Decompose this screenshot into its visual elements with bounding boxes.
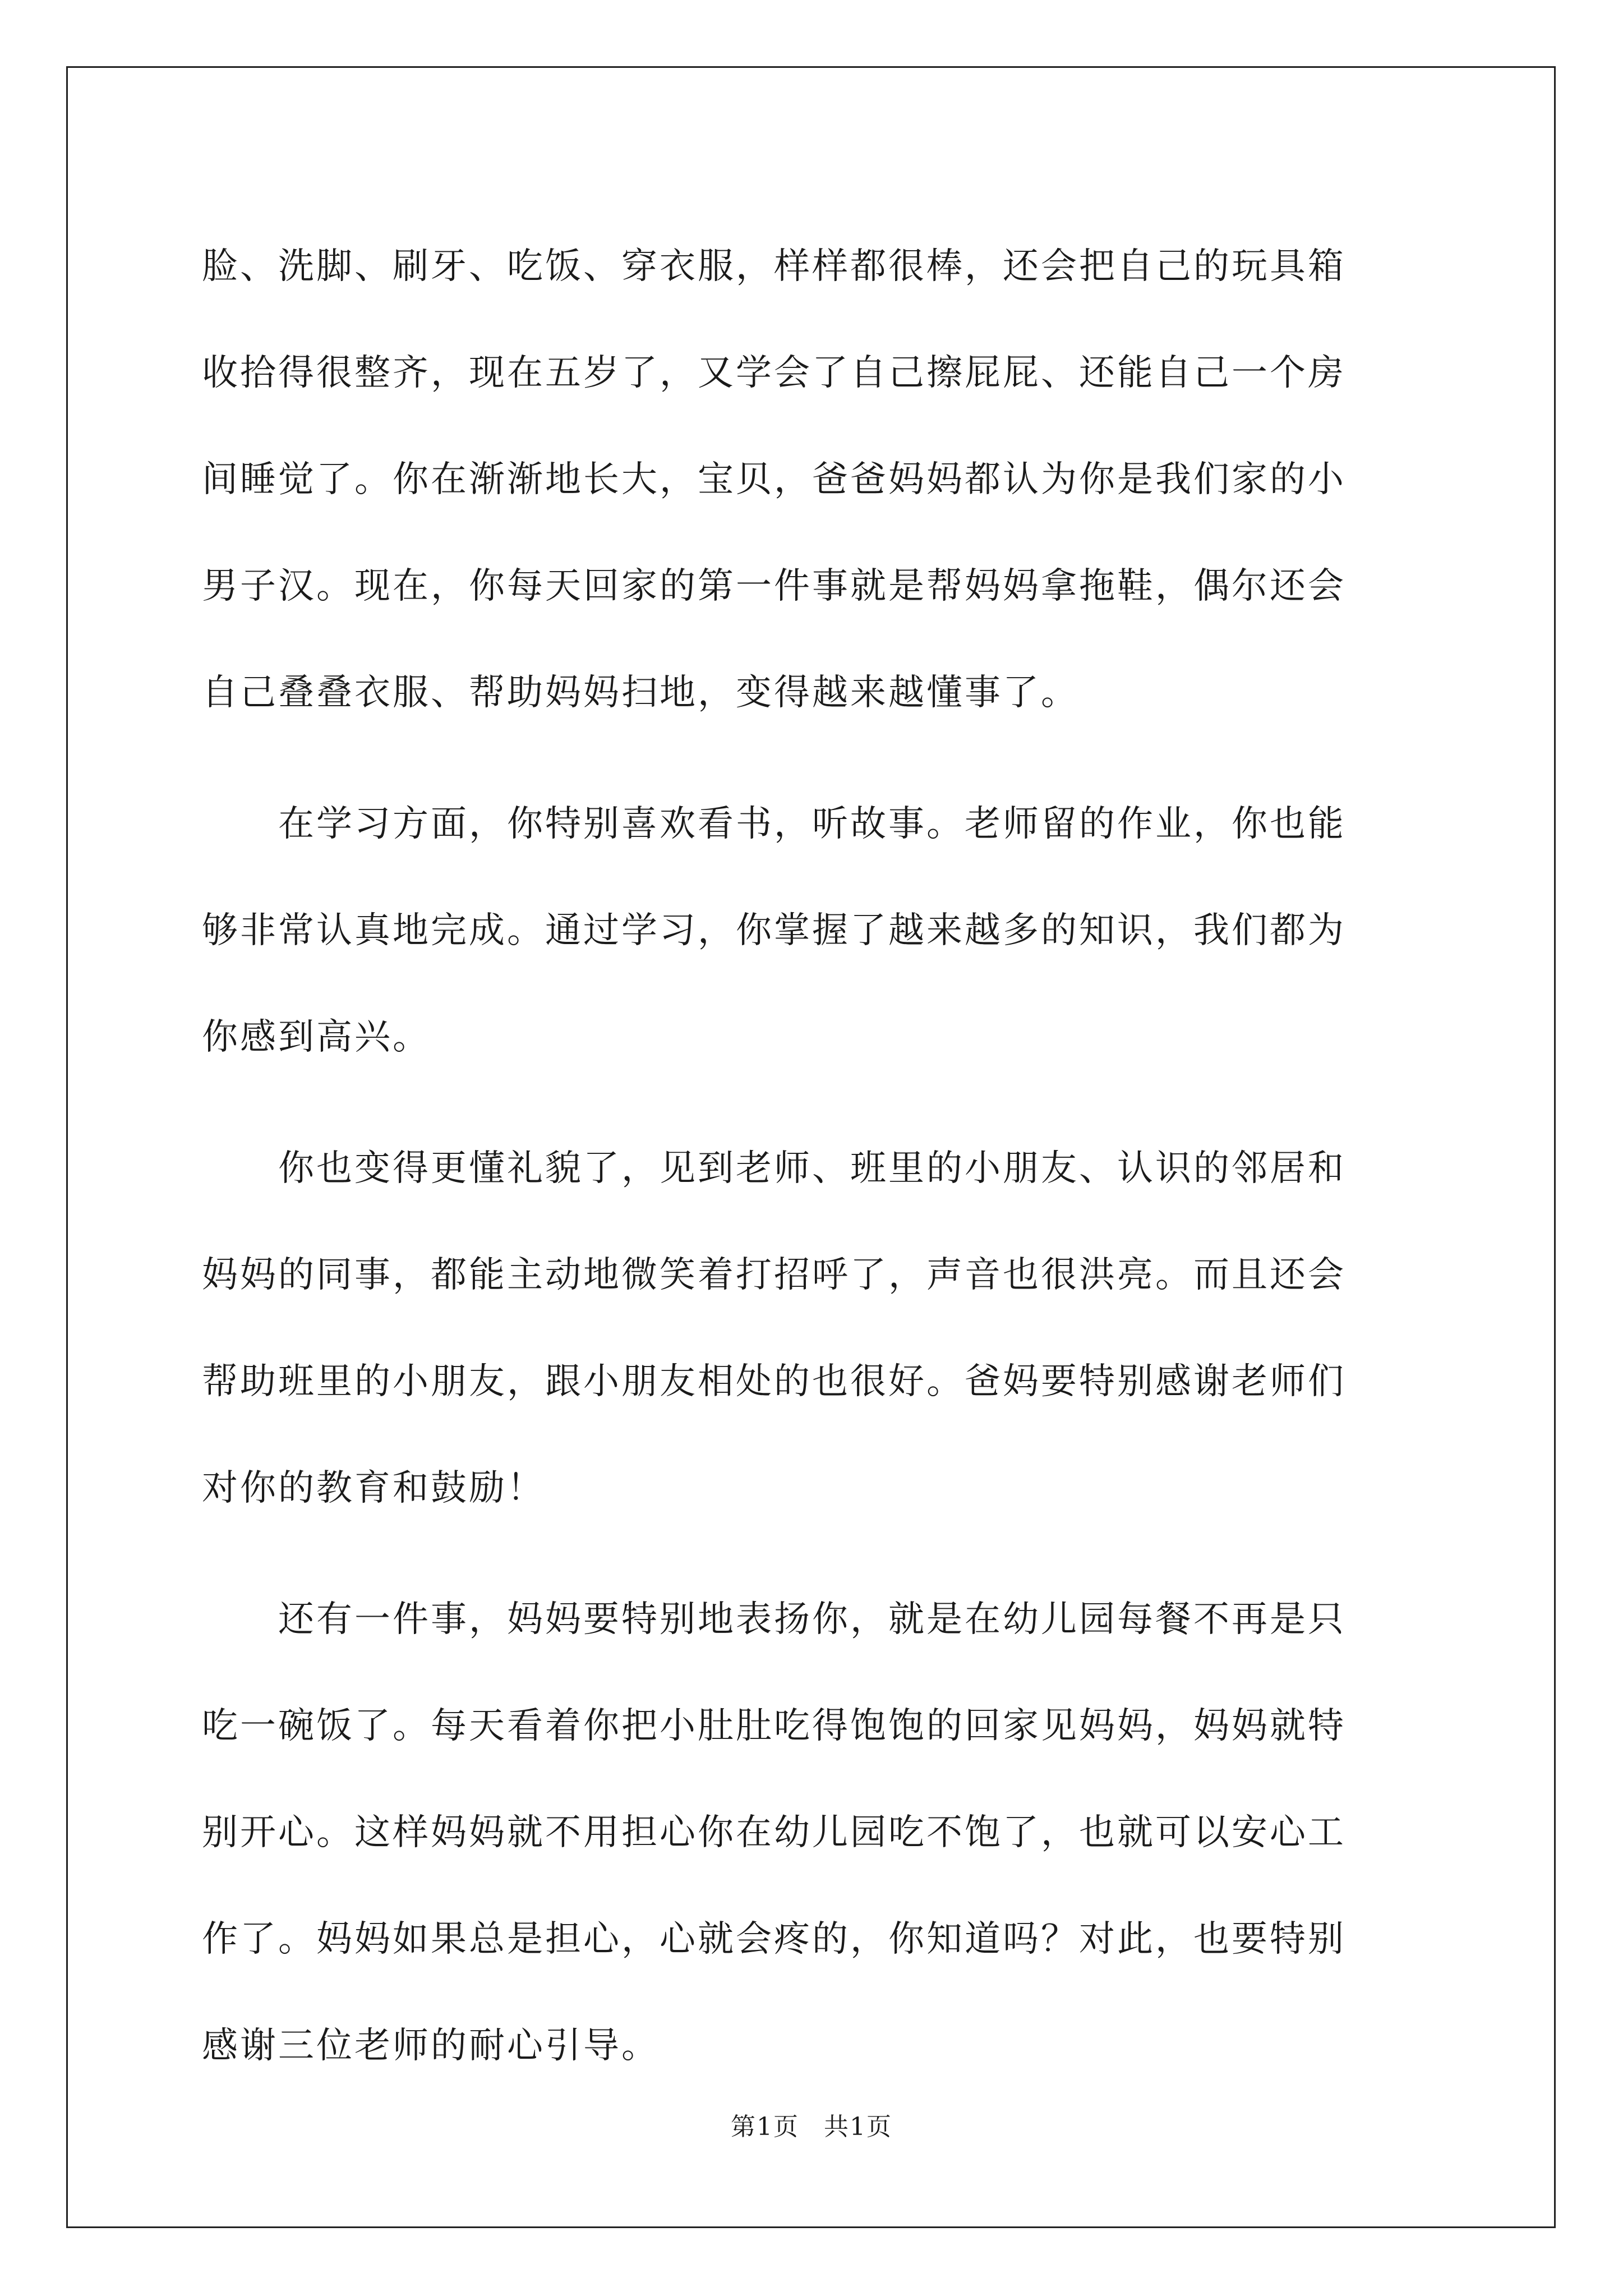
text-line: 够非常认真地完成。通过学习，你掌握了越来越多的知识，我们都为 (202, 910, 1346, 951)
text-line: 帮助班里的小朋友，跟小朋友相处的也很好。爸妈要特别感谢老师们 (202, 1361, 1346, 1402)
text-line: 男子汉。现在，你每天回家的第一件事就是帮妈妈拿拖鞋，偶尔还会 (202, 565, 1346, 607)
page-number: 第1页 (731, 2113, 799, 2141)
paragraph-3 (202, 1115, 1413, 1542)
text-line: 对你的教育和鼓励！ (202, 1467, 545, 1509)
paragraph-4 (202, 1566, 1413, 2099)
paragraph-2 (202, 771, 1413, 1091)
text-line: 在学习方面，你特别喜欢看书，听故事。老师留的作业，你也能 (278, 803, 1346, 845)
text-line: 你也变得更懂礼貌了，见到老师、班里的小朋友、认识的邻居和 (278, 1148, 1346, 1189)
document-body (202, 213, 1413, 2124)
text-line: 脸、洗脚、刷牙、吃饭、穿衣服，样样都很棒，还会把自己的玩具箱 (202, 246, 1346, 287)
page-total: 共1页 (824, 2113, 892, 2141)
paragraph-1 (202, 213, 1413, 746)
text-line: 别开心。这样妈妈就不用担心你在幼儿园吃不饱了，也就可以安心工 (202, 1812, 1346, 1853)
text-line: 妈妈的同事，都能主动地微笑着打招呼了，声音也很洪亮。而且还会 (202, 1254, 1346, 1296)
text-line: 感谢三位老师的耐心引导。 (202, 2025, 660, 2067)
text-line: 收拾得很整齐，现在五岁了，又学会了自己擦屁屁、还能自己一个房 (202, 352, 1346, 394)
page-footer (0, 2106, 1623, 2142)
text-line: 作了。妈妈如果总是担心，心就会疼的，你知道吗？对此，也要特别 (202, 1918, 1346, 1960)
text-line: 还有一件事，妈妈要特别地表扬你，就是在幼儿园每餐不再是只 (278, 1599, 1346, 1640)
text-line: 间睡觉了。你在渐渐地长大，宝贝，爸爸妈妈都认为你是我们家的小 (202, 459, 1346, 500)
text-line: 你感到高兴。 (202, 1016, 431, 1058)
text-line: 吃一碗饭了。每天看着你把小肚肚吃得饱饱的回家见妈妈，妈妈就特 (202, 1705, 1346, 1747)
text-line: 自己叠叠衣服、帮助妈妈扫地，变得越来越懂事了。 (202, 672, 1079, 714)
